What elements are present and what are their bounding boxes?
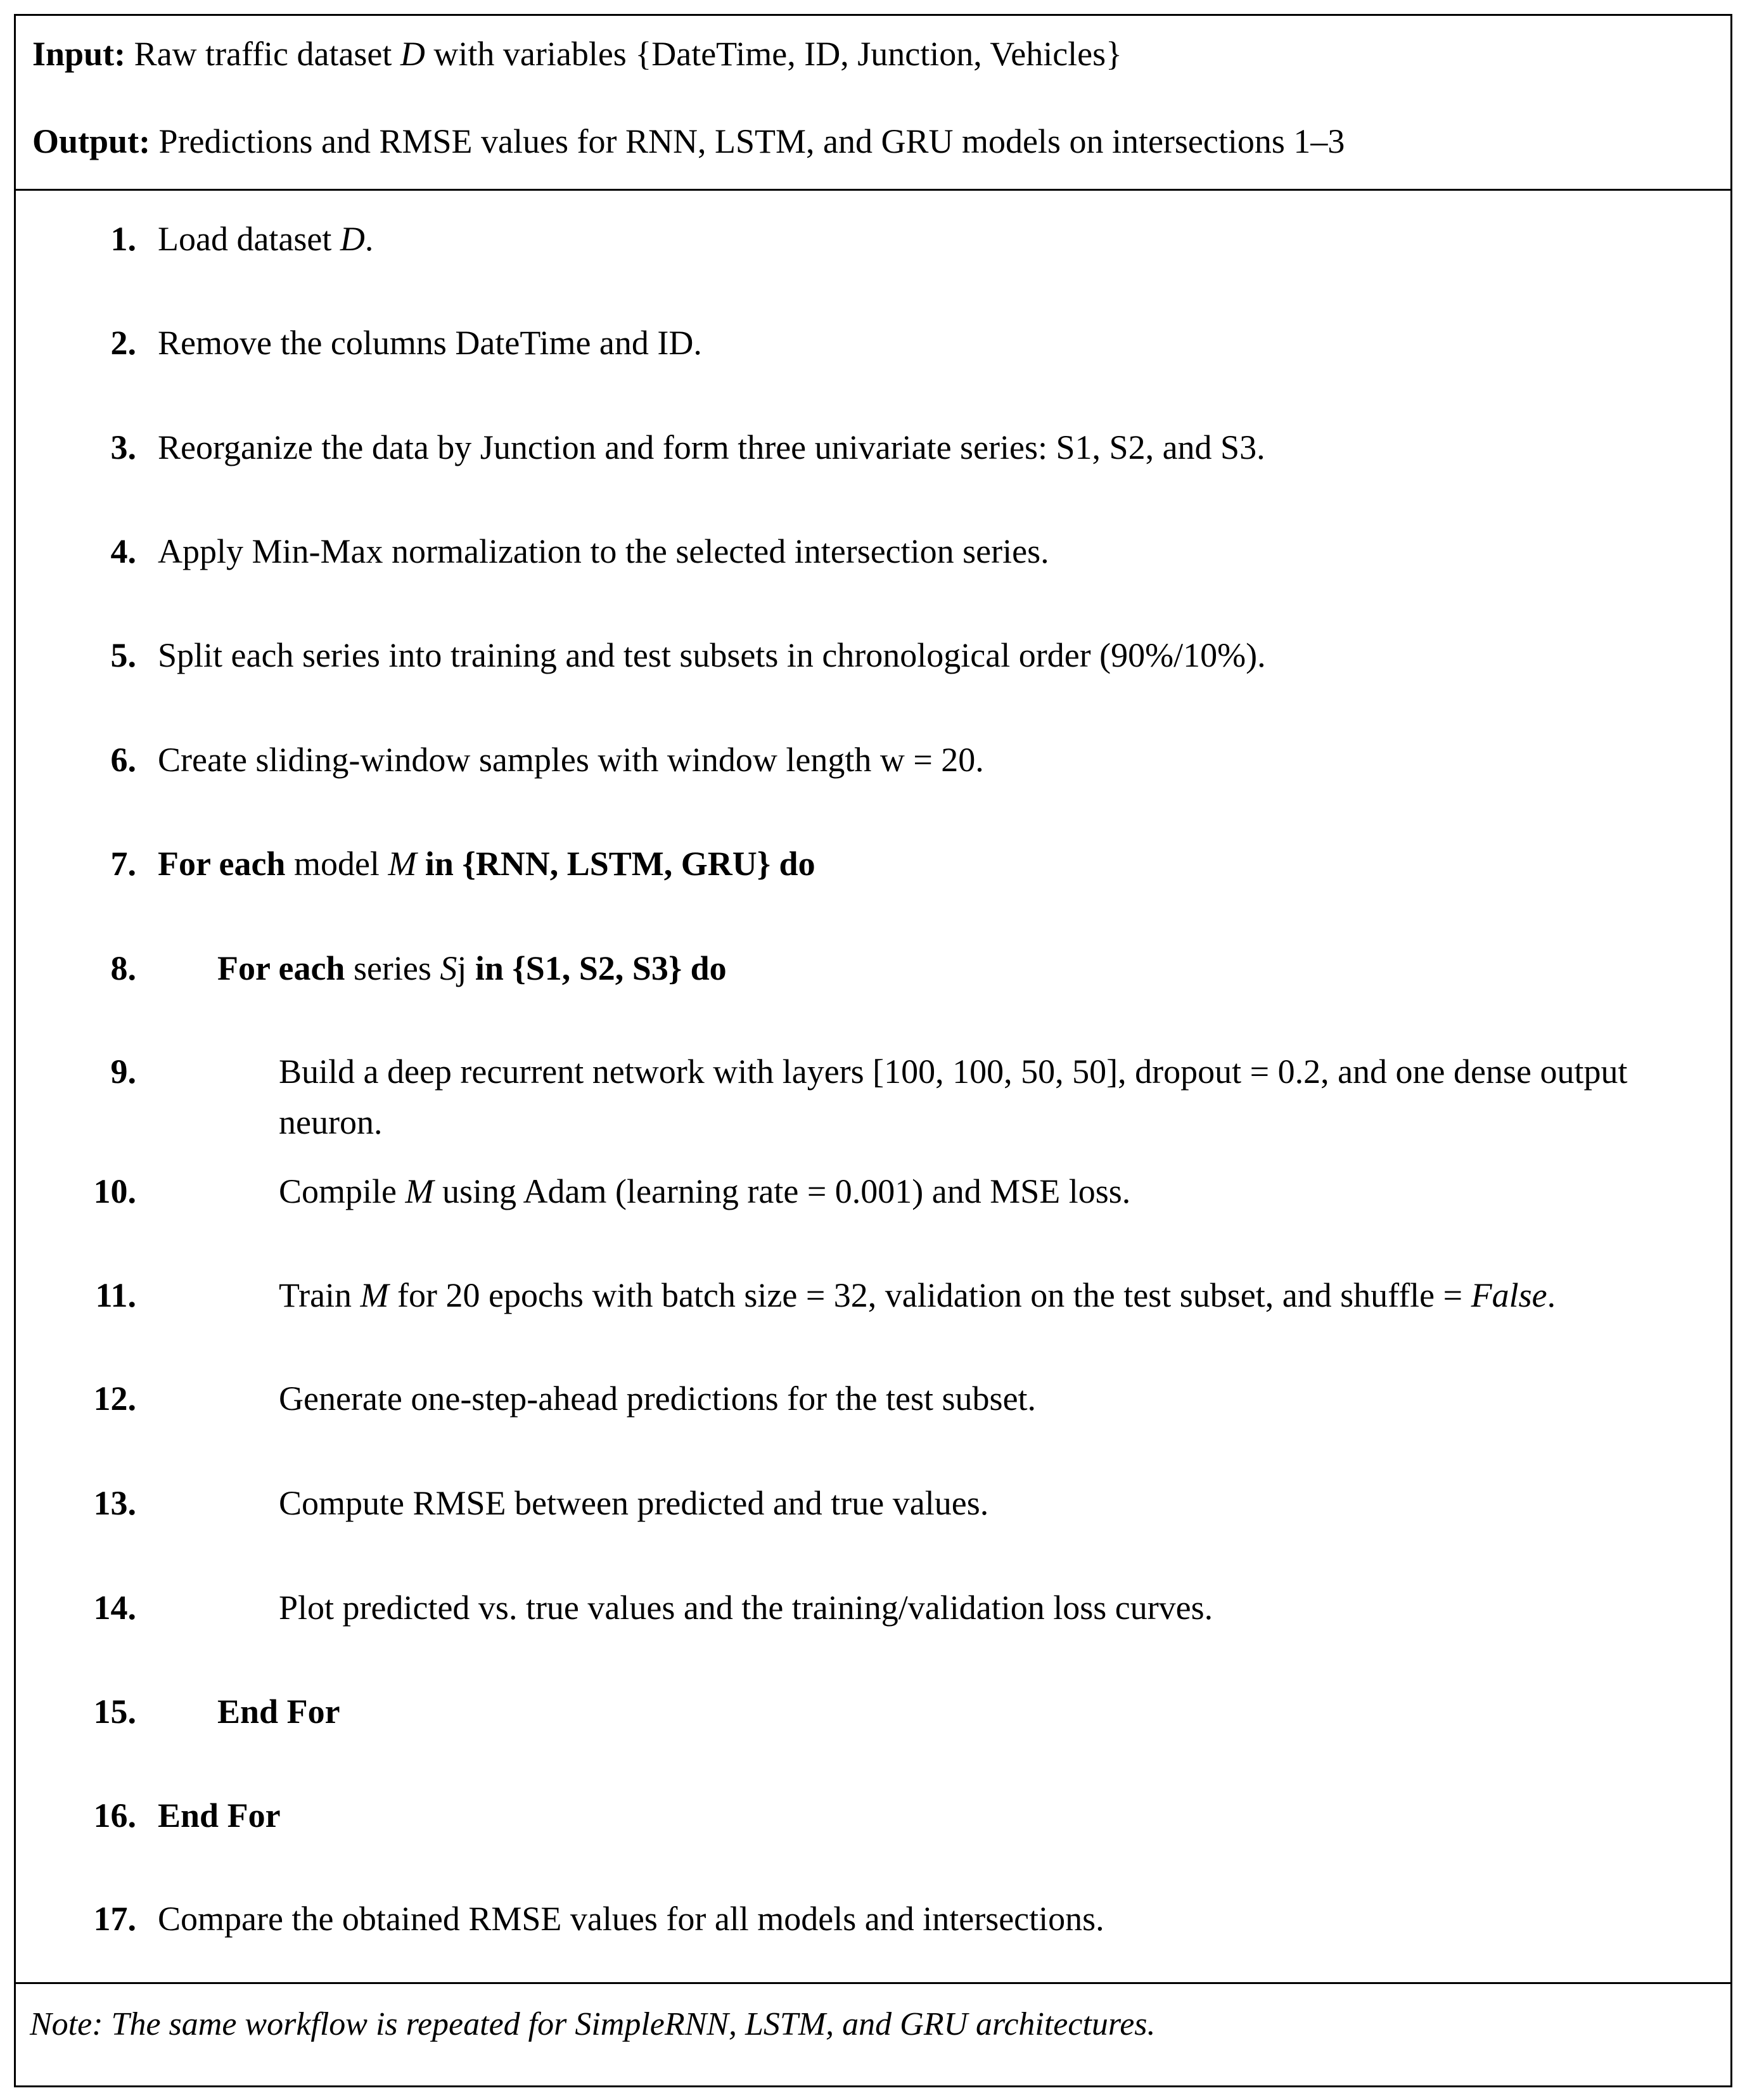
step-text: Remove the columns DateTime and ID.: [158, 324, 702, 362]
step-number: 11.: [95, 1276, 136, 1314]
input-label: Input:: [32, 35, 126, 73]
output-line: [32, 122, 1345, 160]
step-number: 5.: [110, 636, 136, 674]
step-number: 7.: [110, 845, 136, 883]
step-text: Load dataset D.: [158, 220, 374, 258]
step-text: End For: [158, 1796, 281, 1834]
step-number: 2.: [110, 324, 136, 362]
step-number: 1.: [110, 220, 136, 258]
step-text: End For: [217, 1693, 340, 1731]
note-text: Note: The same workflow is repeated for SimpleRNN, LSTM, and GRU architectures.: [30, 2006, 1156, 2042]
step-number: 3.: [110, 428, 136, 466]
step-text: Build a deep recurrent network with layers [100, 100, 50, 50], dropout = 0.2, and one dense output neuron.: [279, 1053, 1628, 1141]
step-number: 14.: [93, 1589, 136, 1627]
step-text: Split each series into training and test subsets in chronological order (90%/10%).: [158, 636, 1266, 674]
step-number: 6.: [110, 741, 136, 779]
step-number: 15.: [93, 1693, 136, 1731]
input-text-pre: Raw traffic dataset: [134, 35, 400, 73]
step-number: 9.: [110, 1053, 136, 1091]
step-number: 10.: [93, 1172, 136, 1210]
step-number: 17.: [93, 1900, 136, 1938]
step-text: Generate one-step-ahead predictions for the test subset.: [279, 1380, 1037, 1418]
output-text: Predictions and RMSE values for RNN, LSTM, and GRU models on intersections 1–3: [158, 122, 1345, 160]
step-text: For each series Sj in {S1, S2, S3} do: [217, 949, 727, 987]
step-text: For each model M in {RNN, LSTM, GRU} do: [158, 845, 815, 883]
input-line: [32, 35, 1122, 73]
step-text: Compare the obtained RMSE values for all models and intersections.: [158, 1900, 1104, 1938]
io-header: [16, 16, 1730, 191]
step-text: Reorganize the data by Junction and form three univariate series: S1, S2, and S3.: [158, 428, 1265, 466]
step-text: Compile M using Adam (learning rate = 0.001) and MSE loss.: [279, 1172, 1131, 1210]
step-number: 4.: [110, 532, 136, 570]
note-footer: [16, 1982, 1730, 2087]
step-text: Plot predicted vs. true values and the training/validation loss curves.: [279, 1589, 1213, 1627]
step-list: [16, 191, 1730, 1982]
step-number: 12.: [93, 1380, 136, 1418]
step-number: 13.: [93, 1484, 136, 1522]
input-text-post: with variables {DateTime, ID, Junction, Vehicles}: [425, 35, 1123, 73]
step-text: Apply Min-Max normalization to the selected intersection series.: [158, 532, 1049, 570]
algorithm-box: [14, 14, 1732, 2087]
step-text: Create sliding-window samples with window length w = 20.: [158, 741, 984, 779]
step-text: Train M for 20 epochs with batch size = 32, validation on the test subset, and shuffle = False.: [279, 1276, 1556, 1314]
step-text: Compute RMSE between predicted and true values.: [279, 1484, 989, 1522]
step-number: 16.: [93, 1796, 136, 1834]
input-variable: D: [400, 35, 425, 73]
step-number: 8.: [110, 949, 136, 987]
output-label: Output:: [32, 122, 151, 160]
